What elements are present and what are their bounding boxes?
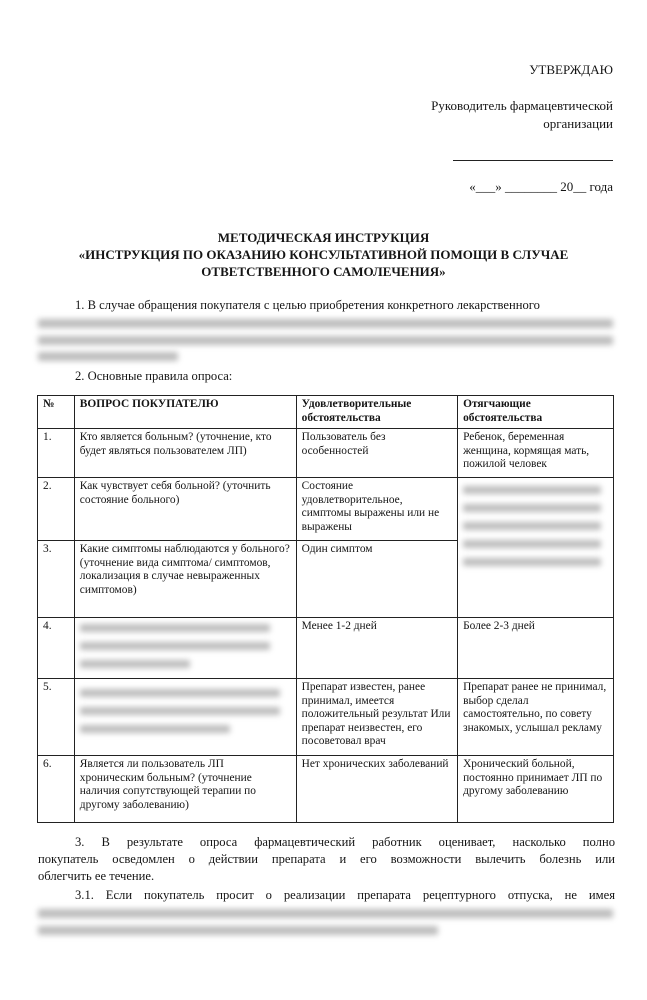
title-line3: ОТВЕТСТВЕННОГО САМОЛЕЧЕНИЯ»: [201, 264, 446, 279]
table-row: [38, 679, 614, 756]
row-satisfactory: Менее 1-2 дней: [296, 618, 457, 679]
row-question-blurred: [74, 618, 296, 679]
head-line1: Руководитель фармацевтической: [431, 98, 613, 113]
header-satisfactory: Удовлетворительные обстоятельства: [296, 396, 457, 429]
title-line2: «ИНСТРУКЦИЯ ПО ОКАЗАНИЮ КОНСУЛЬТАТИВНОЙ ПОМОЩИ В СЛУЧАЕ: [78, 247, 569, 262]
blurred-text: [463, 540, 601, 548]
blurred-text: [80, 725, 230, 733]
row-question: Кто является больным? (уточнение, кто будет являться пользователем ЛП): [74, 429, 296, 478]
table-row: [38, 429, 614, 478]
blurred-text: [38, 926, 438, 935]
signature-line: [453, 160, 613, 161]
blurred-text: [80, 689, 280, 697]
title-line1: МЕТОДИЧЕСКАЯ ИНСТРУКЦИЯ: [217, 230, 430, 245]
row-aggravating: Ребенок, беременная женщина, кормящая мать, пожилой человек: [458, 429, 614, 478]
row-satisfactory: Пользователь без особенностей: [296, 429, 457, 478]
row-aggravating-blurred: [458, 478, 614, 618]
head-title: [431, 97, 613, 133]
header-num: №: [38, 396, 75, 429]
header-aggravating: Отягчающие обстоятельства: [458, 396, 614, 429]
row-question: Какие симптомы наблюдаются у больного? (уточнение вида симптома/ симптомов, локализация в случае невыраженных симптомов): [74, 541, 296, 618]
p3-line2: покупатель осведомлен о действии препарата и его возможности вылечить болезнь или: [38, 852, 615, 866]
table-header-row: [38, 396, 614, 429]
row-satisfactory: Состояние удовлетворительное, симптомы выражены или не выражены: [296, 478, 457, 541]
blurred-text: [38, 909, 613, 918]
row-question-blurred: [74, 679, 296, 756]
row-satisfactory: Препарат известен, ранее принимал, имеется положительный результат Или препарат неизвестен, его посоветовал врач: [296, 679, 457, 756]
document-title: [30, 229, 617, 280]
blurred-text: [80, 660, 190, 668]
row-num: 1.: [38, 429, 75, 478]
blurred-text: [80, 624, 270, 632]
blurred-text: [80, 707, 280, 715]
row-question: Как чувствует себя больной? (уточнить состояние больного): [74, 478, 296, 541]
paragraph-1: 1. В случае обращения покупателя с целью приобретения конкретного лекарственного: [75, 298, 540, 312]
row-num: 5.: [38, 679, 75, 756]
row-aggravating: Хронический больной, постоянно принимает ЛП по другому заболеванию: [458, 756, 614, 823]
paragraph-3: [38, 834, 615, 885]
date-line: «___» ________ 20__ года: [469, 179, 613, 194]
p3-line1: 3. В результате опроса фармацевтический работник оценивает, насколько полно: [75, 835, 615, 849]
blurred-text: [38, 336, 613, 345]
row-aggravating: Более 2-3 дней: [458, 618, 614, 679]
row-num: 6.: [38, 756, 75, 823]
row-num: 2.: [38, 478, 75, 541]
survey-table: [37, 395, 614, 823]
row-satisfactory: Нет хронических заболеваний: [296, 756, 457, 823]
paragraph-2: 2. Основные правила опроса:: [75, 369, 233, 383]
blurred-text: [38, 352, 178, 361]
p3-line3: облегчить ее течение.: [38, 869, 155, 883]
row-num: 3.: [38, 541, 75, 618]
table-row: [38, 756, 614, 823]
paragraph-3-1: 3.1. Если покупатель просит о реализации препарата рецептурного отпуска, не имея: [75, 888, 615, 902]
row-satisfactory: Один симптом: [296, 541, 457, 618]
approve-label: УТВЕРЖДАЮ: [529, 62, 613, 77]
header-question: ВОПРОС ПОКУПАТЕЛЮ: [74, 396, 296, 429]
blurred-text: [38, 319, 613, 328]
head-line2: организации: [543, 116, 613, 131]
blurred-text: [463, 486, 601, 494]
blurred-text: [463, 522, 601, 530]
row-num: 4.: [38, 618, 75, 679]
blurred-text: [80, 642, 270, 650]
row-question: Является ли пользователь ЛП хроническим больным? (уточнение наличия сопутствующей терапии по другому заболеванию): [74, 756, 296, 823]
table-row: [38, 478, 614, 541]
table-row: [38, 618, 614, 679]
row-aggravating: Препарат ранее не принимал, выбор сделал самостоятельно, по совету знакомых, услышал рекламу: [458, 679, 614, 756]
blurred-text: [463, 558, 601, 566]
blurred-text: [463, 504, 601, 512]
